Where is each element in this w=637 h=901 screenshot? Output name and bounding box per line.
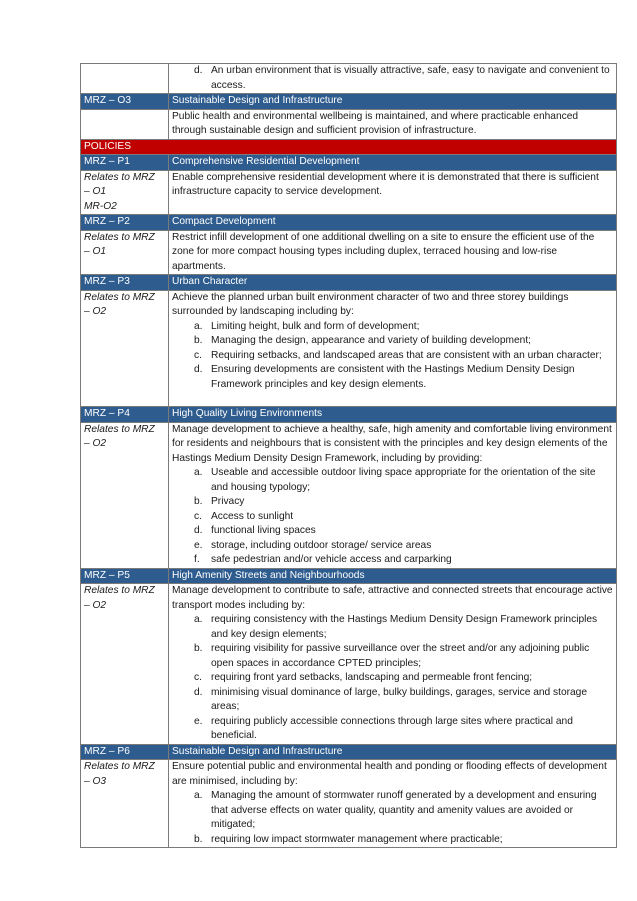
objective-code: MRZ – O3	[81, 94, 169, 110]
policy-header-row	[81, 215, 617, 231]
relates-line: Relates to MRZ	[84, 761, 155, 772]
list-letter: d.	[194, 65, 203, 76]
policy-text: Manage development to achieve a healthy, safe, high amenity and comfortable living environment for residents and neighbours that is consistent with the principles and key design elements of the Hastings Medium Density Design Framework, including by providing:	[172, 423, 612, 464]
policy-body-row	[81, 170, 617, 215]
list-text: requiring low impact stormwater management where practicable;	[211, 833, 503, 845]
list-letter: c.	[194, 672, 202, 683]
policy-body-row	[81, 290, 617, 407]
policy-list	[172, 466, 613, 568]
list-item	[172, 613, 613, 642]
list-item	[172, 671, 613, 686]
list-item	[172, 642, 613, 671]
policy-code: MRZ – P2	[81, 215, 169, 231]
policy-title: Comprehensive Residential Development	[169, 155, 617, 171]
policy-content	[169, 422, 617, 568]
policy-code: MRZ – P1	[81, 155, 169, 171]
objective-title: Sustainable Design and Infrastructure	[169, 94, 617, 110]
list-text: Requiring setbacks, and landscaped areas that are consistent with an urban character;	[211, 349, 602, 361]
list-item	[172, 363, 613, 392]
list-text: requiring publicly accessible connections through large sites where practical and beneficial.	[211, 715, 573, 741]
list-letter: a.	[194, 467, 203, 478]
list-letter: b.	[194, 335, 203, 346]
policy-header-row	[81, 155, 617, 171]
policy-title: Compact Development	[169, 215, 617, 231]
list-item	[172, 349, 613, 364]
list-letter: d.	[194, 364, 203, 375]
list-letter: b.	[194, 833, 203, 845]
policy-title: Sustainable Design and Infrastructure	[169, 744, 617, 760]
objective-text: Public health and environmental wellbeing is maintained, and where practicable enhanced through sustainable design and sufficient provision of infrastructure.	[169, 109, 617, 139]
relates-line: Relates to MRZ	[84, 423, 155, 435]
list-letter: e.	[194, 539, 203, 551]
list-text: requiring front yard setbacks, landscaping and permeable front fencing;	[211, 672, 533, 683]
continuation-text	[169, 64, 617, 94]
policy-content	[169, 290, 617, 407]
list-text: minimising visual dominance of large, bulky buildings, garages, service and storage areas;	[211, 686, 588, 712]
list-text: requiring visibility for passive surveillance over the street and/or any adjoining public open spaces in accordance CPTED principles;	[211, 643, 590, 669]
list-item	[172, 510, 613, 525]
relates-to-cell	[81, 170, 169, 215]
relates-line: – O1	[84, 186, 107, 197]
relates-line: MR-O2	[84, 200, 117, 212]
list-item	[172, 466, 613, 495]
policy-header-row	[81, 568, 617, 584]
list-letter: d.	[194, 525, 203, 536]
policy-body-row	[81, 422, 617, 568]
list-item	[172, 334, 613, 349]
policy-header-row	[81, 744, 617, 760]
list-text: Managing the amount of stormwater runoff generated by a development and ensuring that adverse effects on water quality, quantity and amenity values are avoided or mitigated;	[211, 790, 597, 830]
relates-to-cell	[81, 422, 169, 568]
policy-text: Ensure potential public and environmental health and ponding or flooding effects of development are minimised, including by:	[172, 761, 607, 787]
policy-code: MRZ – P4	[81, 407, 169, 423]
policy-header-row	[81, 275, 617, 291]
policy-text: Achieve the planned urban built environment character of two and three storey buildings surrounded by landscaping including by:	[172, 291, 569, 317]
list-text: Access to sunlight	[211, 510, 294, 522]
list-letter: b.	[194, 496, 203, 507]
relates-line: – O1	[84, 246, 107, 257]
continuation-list	[172, 64, 613, 93]
list-letter: c.	[194, 510, 202, 522]
list-item	[172, 64, 613, 93]
continuation-row	[81, 64, 617, 94]
relates-line: – O2	[84, 306, 107, 317]
relates-to-cell	[81, 584, 169, 745]
policy-list	[172, 613, 613, 744]
policy-title: High Quality Living Environments	[169, 407, 617, 423]
relates-line: Relates to MRZ	[84, 171, 155, 183]
policy-body-row	[81, 760, 617, 848]
relates-to-cell	[81, 760, 169, 848]
list-item	[172, 539, 613, 554]
list-text: safe pedestrian and/or vehicle access and carparking	[211, 554, 452, 565]
policy-body-row	[81, 584, 617, 745]
relates-line: Relates to MRZ	[84, 231, 155, 243]
policy-text: Restrict infill development of one additional dwelling on a site to ensure the efficient use of the zone for more compact housing types including duplex, terraced housing and low-rise apartments.	[169, 230, 617, 275]
list-letter: a.	[194, 614, 203, 625]
policy-code: MRZ – P6	[81, 744, 169, 760]
relates-line: – O2	[84, 438, 107, 449]
policy-content	[169, 584, 617, 745]
list-item	[172, 715, 613, 744]
list-text: Limiting height, bulk and form of development;	[211, 320, 420, 332]
list-letter: d.	[194, 686, 203, 698]
objective-body-row	[81, 109, 617, 139]
relates-line: Relates to MRZ	[84, 291, 155, 303]
list-text: Ensuring developments are consistent with the Hastings Medium Density Design Framework principles and key design elements.	[211, 364, 575, 390]
list-text: Useable and accessible outdoor living space appropriate for the orientation of the site and housing typology;	[211, 467, 596, 493]
list-text: functional living spaces	[211, 525, 316, 536]
list-text: Managing the design, appearance and variety of building development;	[211, 335, 531, 346]
list-item	[172, 686, 613, 715]
list-item	[172, 524, 613, 539]
relates-line: – O2	[84, 599, 107, 611]
policy-text: Manage development to contribute to safe, attractive and connected streets that encourage active transport modes including by:	[172, 585, 613, 611]
empty-cell	[81, 64, 169, 94]
relates-to-cell	[81, 290, 169, 407]
relates-line: Relates to MRZ	[84, 585, 155, 596]
policy-content	[169, 760, 617, 848]
list-item	[172, 495, 613, 510]
policy-header-row	[81, 407, 617, 423]
list-item	[172, 833, 613, 848]
policy-text: Enable comprehensive residential development where it is demonstrated that there is sufficient infrastructure capacity to service development.	[169, 170, 617, 215]
policies-section-row	[81, 139, 617, 155]
policy-code: MRZ – P3	[81, 275, 169, 291]
policy-list	[172, 320, 613, 393]
policy-list	[172, 789, 613, 847]
list-letter: b.	[194, 643, 203, 654]
empty-cell	[81, 109, 169, 139]
list-text: An urban environment that is visually attractive, safe, easy to navigate and convenient to access.	[211, 65, 610, 91]
relates-to-cell	[81, 230, 169, 275]
objective-header-row	[81, 94, 617, 110]
list-letter: a.	[194, 790, 203, 801]
policy-code: MRZ – P5	[81, 568, 169, 584]
list-item	[172, 789, 613, 833]
policy-table	[80, 63, 617, 848]
list-letter: f.	[194, 554, 200, 565]
policy-title: Urban Character	[169, 275, 617, 291]
list-letter: c.	[194, 349, 202, 361]
list-item	[172, 320, 613, 335]
list-item	[172, 553, 613, 568]
list-letter: e.	[194, 715, 203, 727]
policies-label: POLICIES	[81, 139, 617, 155]
list-text: Privacy	[211, 496, 245, 507]
relates-line: – O3	[84, 775, 107, 787]
list-text: storage, including outdoor storage/ service areas	[211, 539, 432, 551]
policy-body-row	[81, 230, 617, 275]
policy-title: High Amenity Streets and Neighbourhoods	[169, 568, 617, 584]
list-text: requiring consistency with the Hastings Medium Density Design Framework principles and key design elements;	[211, 614, 598, 640]
list-letter: a.	[194, 320, 203, 332]
